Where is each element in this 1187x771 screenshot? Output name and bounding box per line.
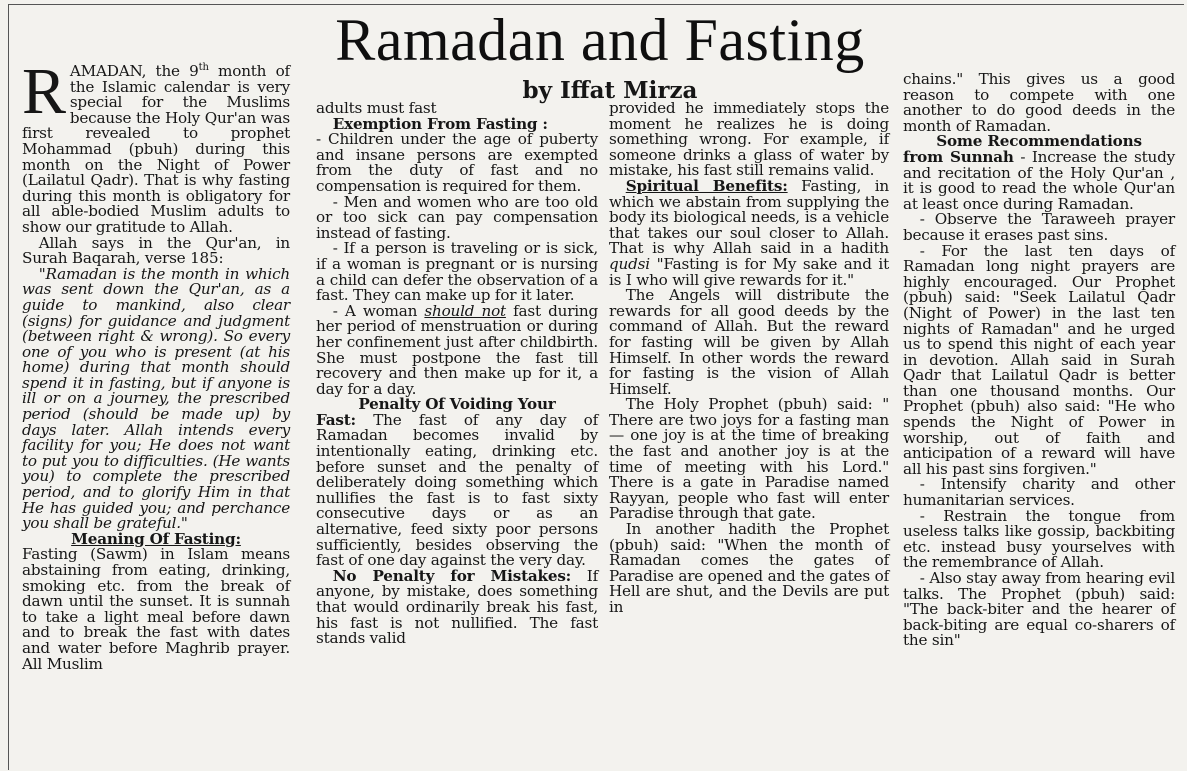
evil-talks-paragraph: - Also stay away from hearing evil talks. The Prophet (pbuh) said: "The back-biter and the hearer of back-biting are equal co-sharers of the sin"	[903, 569, 1175, 650]
recommendations-text: - Increase the study and recitation of the Holy Qur'an , it is good to read the whole Qur'an at least once during Ramadan.	[903, 147, 1175, 213]
column-1	[22, 55, 290, 673]
penalty-paragraph	[316, 410, 598, 570]
qudsi-word: qudsi	[609, 254, 650, 273]
meaning-paragraph: Fasting (Sawm) in Islam means abstaining from eating, drinking, smoking etc. from the break of dawn until the sunset. It is sunnah to take a light meal before dawn and to break the fast with dates and water before Maghrib prayer. All Muslim	[22, 545, 290, 673]
intro-text-a: AMADAN, the 9	[69, 62, 199, 80]
spiritual-paragraph	[609, 176, 889, 289]
spiritual-text-a: Fasting, in which we abstain from supplying the body its biological needs, is a vehicle that takes our soul closer to Allah. That is why Allah said in a hadith	[609, 176, 889, 258]
travel-paragraph: - If a person is traveling or is sick, if a woman is pregnant or is nursing a child can defer the observation of a fast. They can make up for it later.	[316, 239, 598, 305]
no-penalty-paragraph	[316, 566, 598, 648]
no-penalty-text: If anyone, by mistake, does something that would ordinarily break his fast, his fast is not nullified. The fast stands valid	[316, 566, 598, 648]
recommendations-heading: Some Recommendations	[936, 132, 1142, 151]
woman-text-b: fast during her period of menstruation or during her confinement just after childbirth. She must postpone the fast till recovery and then make up for it, a day for a day.	[316, 301, 599, 398]
article-byline: by Iffat Mirza	[522, 77, 698, 104]
tongue-paragraph: - Restrain the tongue from useless talks like gossip, backbiting etc. instead busy yourselves with the remembrance of Allah.	[903, 506, 1175, 572]
meaning-heading: Meaning Of Fasting:	[71, 529, 241, 548]
exemption-heading: Exemption From Fasting :	[332, 114, 548, 133]
woman-paragraph	[316, 301, 599, 398]
recommendations-heading-sunnah: from Sunnah	[903, 147, 1014, 166]
quran-quote: "Ramadan is the month in which was sent down the Qur'an, as a guide to mankind, also clear (signs) for guidance and judgment (between right & wrong). So every one of you who is present (at his home) during that month should spend it in fasting, but if anyone is ill or on a journey, the prescribed period (should be made up) by days later. Allah intends every facility for you; He does not want to put you to difficulties. (He wants you) to complete the prescribed period, and to glorify Him in that He has guided you; and perchance you shall be grateful."	[22, 264, 290, 533]
spiritual-heading: Spiritual Benefits:	[625, 176, 788, 195]
men-women-paragraph: - Men and women who are too old or too sick can pay compensation instead of fasting.	[316, 192, 598, 242]
taraweeh-paragraph: - Observe the Taraweeh prayer because it erases past sins.	[903, 210, 1175, 244]
woman-text-a: - A woman	[332, 301, 425, 320]
penalty-heading-fast: Fast:	[316, 410, 356, 429]
penalty-text: The fast of any day of Ramadan becomes invalid by intentionally eating, drinking etc. before sunset and the penalty of deliberately doing something which nullifies the fast is to fast sixty consecutive days or as an alternative, feed sixty poor persons sufficiently, besides observing the fast of one day against the very day.	[316, 410, 598, 570]
allah-says-paragraph: Allah says in the Qur'an, in Surah Baqarah, verse 185:	[22, 233, 290, 268]
charity-paragraph: - Intensify charity and other humanitarian services.	[903, 475, 1175, 510]
another-hadith-paragraph: In another hadith the Prophet (pbuh) said: "When the month of Ramadan comes the gates of Paradise are opened and the gates of Hell are shut, and the Devils are put in	[609, 520, 889, 616]
article-title: Ramadan and Fasting	[335, 7, 865, 73]
intro-superscript: th	[198, 61, 209, 73]
column-2	[316, 101, 598, 647]
column-4	[903, 72, 1175, 649]
penalty-heading: Penalty Of Voiding Your	[358, 395, 556, 414]
intro-text-b: month of the Islamic calendar is very special for the Muslims because the Holy Qur'an was first revealed to prophet Mohammad (pbuh) during this month on the Night of Power (Lailatul Qadr). That is why fasting during this month is obligatory for all able-bodied Muslim adults to show our gratitude to Allah.	[22, 62, 290, 236]
spiritual-text-b: "Fasting is for My sake and it is I who will give rewards for it."	[609, 254, 889, 289]
drop-cap: R	[22, 55, 66, 128]
continued-text: chains." This gives us a good reason to compete with one another to do good deeds in the month of Ramadan.	[903, 70, 1175, 135]
continued-text: provided he immediately stops the moment he realizes he is doing something wrong. For example, if someone drinks a glass of water by mistake, his fast still remains valid.	[609, 99, 889, 180]
continued-text: adults must fast	[316, 99, 437, 117]
woman-emphasis: should not	[424, 301, 506, 320]
no-penalty-heading: No Penalty for Mistakes:	[332, 566, 572, 585]
column-3	[609, 101, 889, 616]
angels-paragraph: The Angels will distribute the rewards for all good deeds by the command of Allah. But the reward for fasting will be given by Allah Himself. In other words the reward for fasting is the vision of Allah Himself.	[609, 286, 889, 398]
last-ten-paragraph: - For the last ten days of Ramadan long night prayers are highly encouraged. Our Prophet (pbuh) said: "Seek Lailatul Qadr (Night of Power) in the last ten nights of Ramadan" and he urged us to spend this night of each year in devotion. Allah said in Surah Qadr that Lailatul Qadr is better than one thousand months. Our Prophet (pbuh) also said: "He who spends the Night of Power in worship, out of faith and anticipation of a reward will have all his past sins forgiven."	[903, 241, 1175, 478]
recommendations-paragraph	[903, 147, 1175, 213]
two-joys-paragraph: The Holy Prophet (pbuh) said: " There are two joys for a fasting man — one joy is at the time of breaking the fast and another joy is at the time of meeting with his Lord." There is a gate in Paradise named Rayyan, people who fast will enter Paradise through that gate.	[609, 395, 889, 523]
intro-paragraph	[22, 55, 290, 236]
exemption-paragraph: - Children under the age of puberty and insane persons are exempted from the duty of fast and no compensation is required for them.	[316, 130, 598, 195]
